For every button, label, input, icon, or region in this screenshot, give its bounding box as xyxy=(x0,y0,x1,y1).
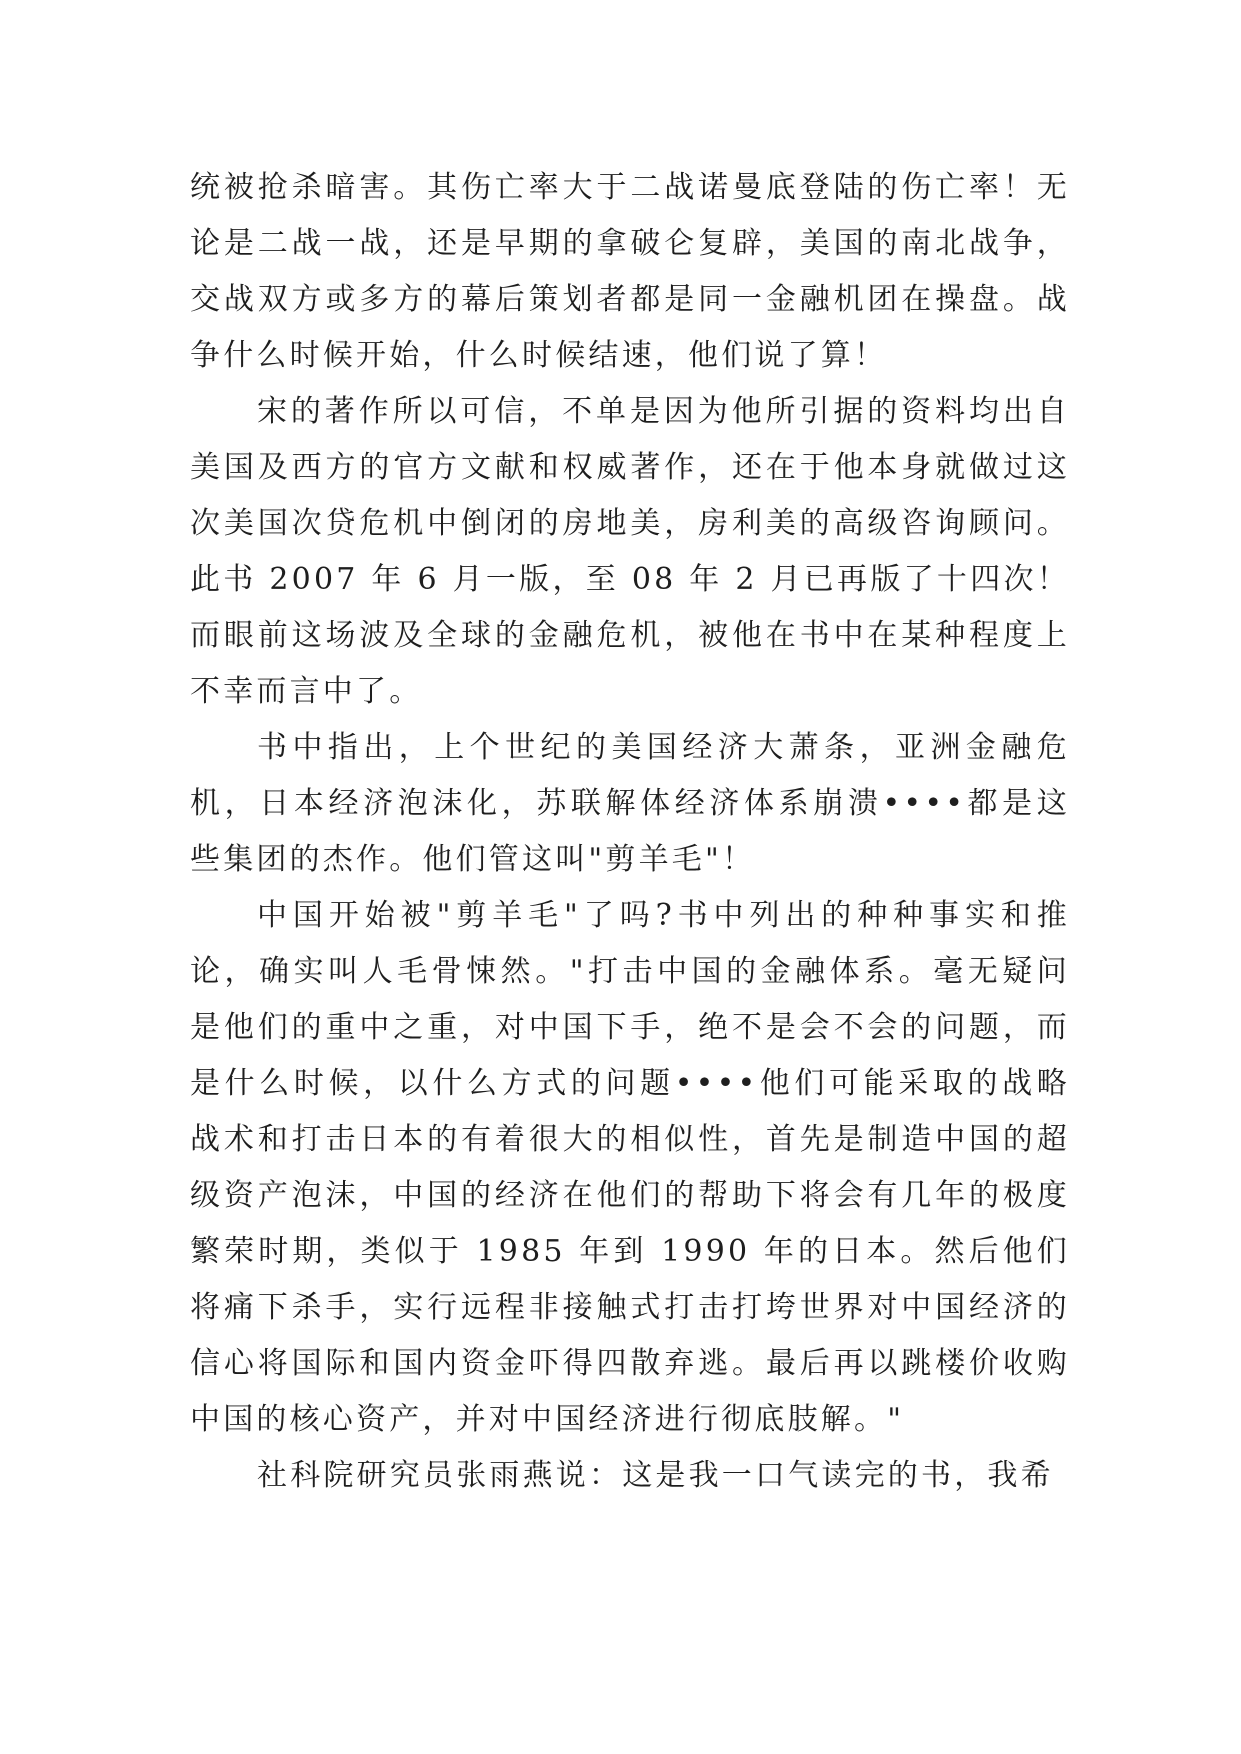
document-body xyxy=(190,160,1070,1504)
paragraph-1: 统被抢杀暗害。其伤亡率大于二战诺曼底登陆的伤亡率！无论是二战一战，还是早期的拿破仑复辟，美国的南北战争，交战双方或多方的幕后策划者都是同一金融机团在操盘。战争什么时候开始，什么时候结速，他们说了算！ xyxy=(190,170,1070,373)
paragraph-2: 宋的著作所以可信，不单是因为他所引据的资料均出自美国及西方的官方文献和权威著作，还在于他本身就做过这次美国次贷危机中倒闭的房地美，房利美的高级咨询顾问。此书 2007 年 6 月一版，至 08 年 2 月已再版了十四次！而眼前这场波及全球的金融危机，被他在书中在某种程度上不幸而言中了。 xyxy=(190,394,1070,709)
paragraph-3: 书中指出，上个世纪的美国经济大萧条，亚洲金融危机，日本经济泡沫化，苏联解体经济体系崩溃••••都是这些集团的杰作。他们管这叫"剪羊毛"！ xyxy=(190,730,1070,877)
paragraph-4: 中国开始被"剪羊毛"了吗?书中列出的种种事实和推论，确实叫人毛骨悚然。"打击中国的金融体系。毫无疑问是他们的重中之重，对中国下手，绝不是会不会的问题，而是什么时候，以什么方式的问题••••他们可能采取的战略战术和打击日本的有着很大的相似性，首先是制造中国的超级资产泡沫，中国的经济在他们的帮助下将会有几年的极度繁荣时期，类似于 1985 年到 1990 年的日本。然后他们将痛下杀手，实行远程非接触式打击打垮世界对中国经济的信心将国际和国内资金吓得四散弃逃。最后再以跳楼价收购中国的核心资产，并对中国经济进行彻底肢解。" xyxy=(190,898,1070,1437)
paragraph-5: 社科院研究员张雨燕说：这是我一口气读完的书，我希 xyxy=(257,1458,1054,1493)
